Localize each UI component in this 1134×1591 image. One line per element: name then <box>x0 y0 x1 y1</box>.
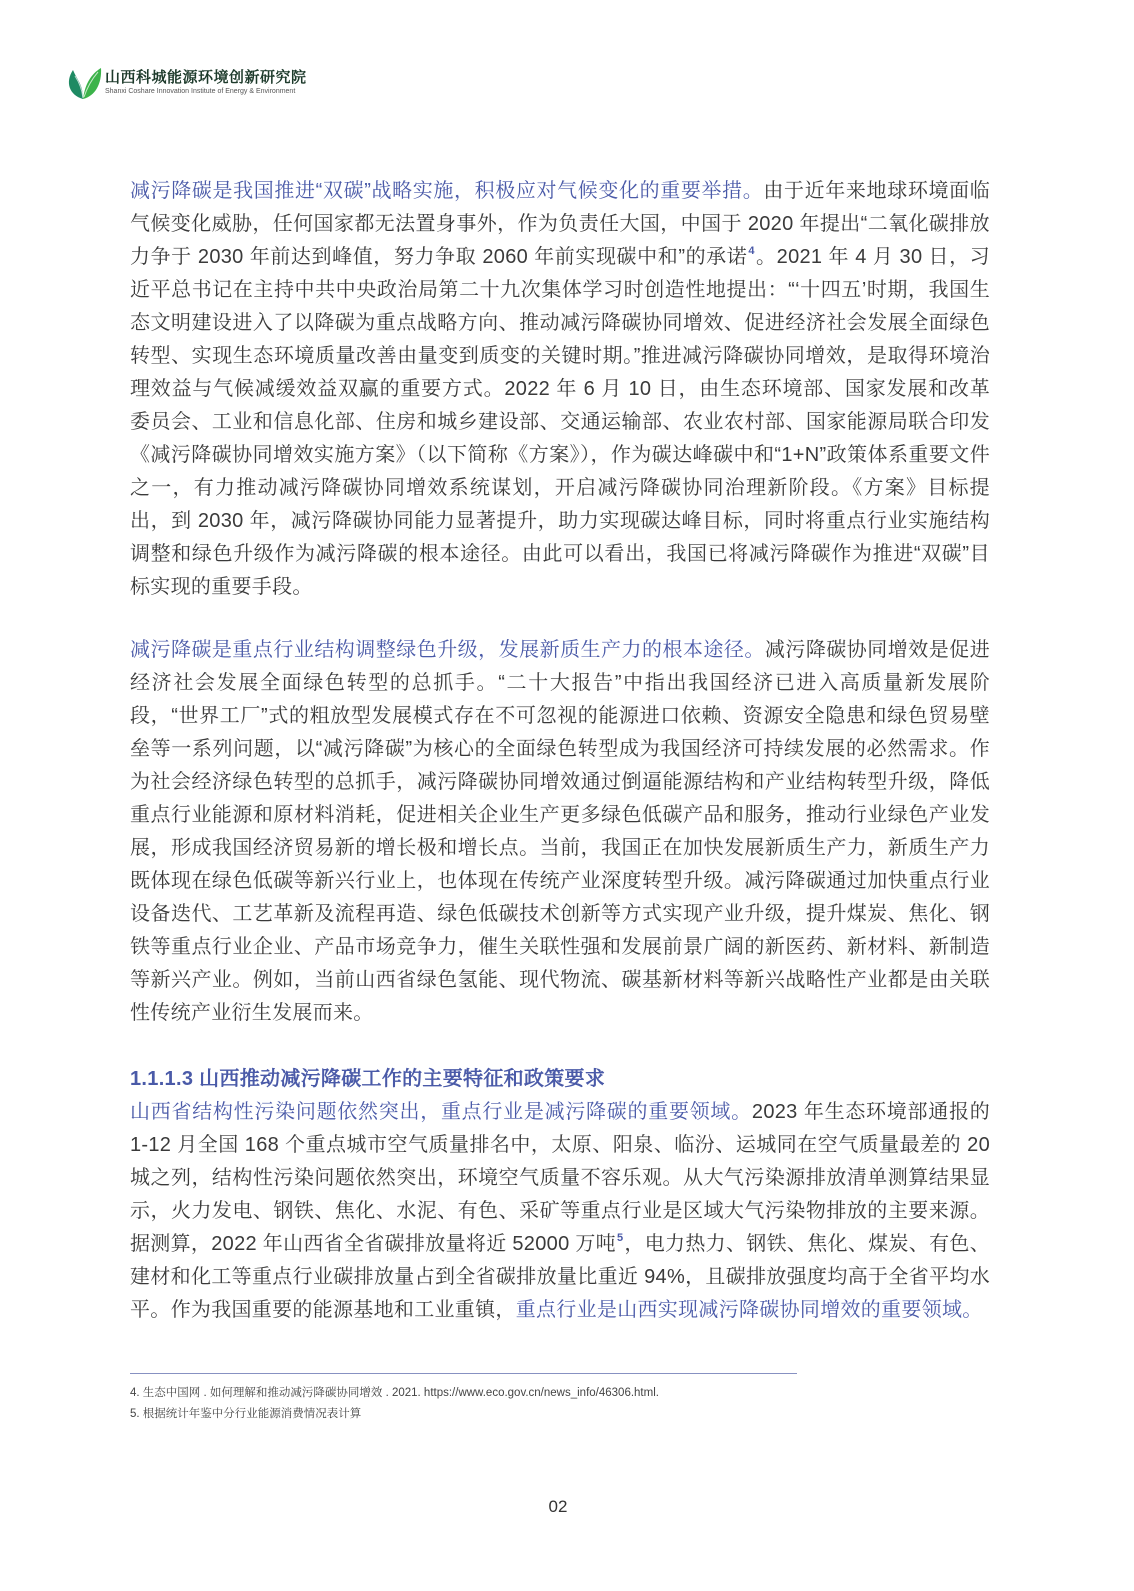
footnote-divider <box>130 1373 797 1374</box>
paragraph-3-lead: 山西省结构性污染问题依然突出，重点行业是减污降碳的重要领域。 <box>130 1101 752 1123</box>
main-content <box>130 175 990 1327</box>
footnote-5: 5. 根据统计年鉴中分行业能源消费情况表计算 <box>130 1408 362 1420</box>
paragraph-3-tail: 重点行业是山西实现减污降碳协同增效的重要领域。 <box>515 1299 983 1321</box>
paragraph-2 <box>130 634 990 1030</box>
footnote-ref-4[interactable]: 4 <box>748 245 755 257</box>
footnote-ref-5[interactable]: 5 <box>617 1232 624 1244</box>
org-name-en: Shanxi Coshare Innovation Institute of Energy & Environment <box>105 88 296 95</box>
leaves-icon <box>63 62 103 102</box>
paragraph-1 <box>130 175 990 604</box>
footnote-4: 4. 生态中国网 . 如何理解和推动减污降碳协同增效 . 2021. https://www.eco.gov.cn/news_info/46306.html. <box>130 1387 659 1399</box>
page-number: 02 <box>548 1497 568 1516</box>
logo-icon <box>63 62 103 102</box>
paragraph-1-lead: 减污降碳是我国推进“双碳”战略实施，积极应对气候变化的重要举措。 <box>130 180 764 202</box>
paragraph-3-text-a: 2023 年生态环境部通报的 1-12 月全国 168 个重点城市空气质量排名中，太原、阳泉、临汾、运城同在空气质量最差的 20 城之列，结构性污染问题依然突出，环境空气质量不容乐观。从大气污染源排放清单测算结果显示，火力发电、钢铁、焦化、水泥、有色、采矿等重点行业是区域大气污染物排放的主要来源。据测算，2022 年山西省全省碳排放量将近 52000 万吨 <box>130 1101 991 1255</box>
paragraph-1-text-a: 由于近年来地球环境面临气候变化威胁，任何国家都无法置身事外，作为负责任大国，中国于 2020 年提出“二氧化碳排放力争于 2030 年前达到峰值，努力争取 2060 年前实现碳中和”的承诺 <box>130 180 990 268</box>
org-name-cn: 山西科城能源环境创新研究院 <box>105 68 307 86</box>
footnotes <box>130 1383 990 1425</box>
paragraph-2-lead: 减污降碳是重点行业结构调整绿色升级，发展新质生产力的根本途径。 <box>130 639 765 661</box>
paragraph-1-text-b: 。2021 年 4 月 30 日，习近平总书记在主持中共中央政治局第二十九次集体学习时创造性地提出：“‘十四五’时期，我国生态文明建设进入了以降碳为重点战略方向、推动减污降碳协同增效、促进经济社会发展全面绿色转型、实现生态环境质量改善由量变到质变的关键时期。”推进减污降碳协同增效，是取得环境治理效益与气候减缓效益双赢的重要方式。2022 年 6 月 10 日，由生态环境部、国家发展和改革委员会、工业和信息化部、住房和城乡建设部、交通运输部、农业农村部、国家能源局联合印发《减污降碳协同增效实施方案》（以下简称《方案》），作为碳达峰碳中和“1+N”政策体系重要文件之一，有力推动减污降碳协同增效系统谋划，开启减污降碳协同治理新阶段。《方案》目标提出，到 2030 年，减污降碳协同能力显著提升，助力实现碳达峰目标，同时将重点行业实施结构调整和绿色升级作为减污降碳的根本途径。由此可以看出，我国已将减污降碳作为推进“双碳”目标实现的重要手段。 <box>130 246 990 598</box>
paragraph-3 <box>130 1096 990 1327</box>
paragraph-2-text: 减污降碳协同增效是促进经济社会发展全面绿色转型的总抓手。“二十大报告”中指出我国经济已进入高质量新发展阶段，“世界工厂”式的粗放型发展模式存在不可忽视的能源进口依赖、资源安全隐患和绿色贸易壁垒等一系列问题，以“减污降碳”为核心的全面绿色转型成为我国经济可持续发展的必然需求。作为社会经济绿色转型的总抓手，减污降碳协同增效通过倒逼能源结构和产业结构转型升级，降低重点行业能源和原材料消耗，促进相关企业生产更多绿色低碳产品和服务，推动行业绿色产业发展，形成我国经济贸易新的增长极和增长点。当前，我国正在加快发展新质生产力，新质生产力既体现在绿色低碳等新兴行业上，也体现在传统产业深度转型升级。减污降碳通过加快重点行业设备迭代、工艺革新及流程再造、绿色低碳技术创新等方式实现产业升级，提升煤炭、焦化、钢铁等重点行业企业、产品市场竞争力，催生关联性强和发展前景广阔的新医药、新材料、新制造等新兴产业。例如，当前山西省绿色氢能、现代物流、碳基新材料等新兴战略性产业都是由关联性传统产业衍生发展而来。 <box>130 639 990 1024</box>
paragraph-3-text-b: ，电力热力、钢铁、焦化、煤炭、有色、建材和化工等重点行业碳排放量占到全省碳排放量比重近 94%，且碳排放强度均高于全省平均水平。作为我国重要的能源基地和工业重镇， <box>130 1233 991 1321</box>
section-heading: 1.1.1.3 山西推动减污降碳工作的主要特征和政策要求 <box>130 1068 606 1090</box>
